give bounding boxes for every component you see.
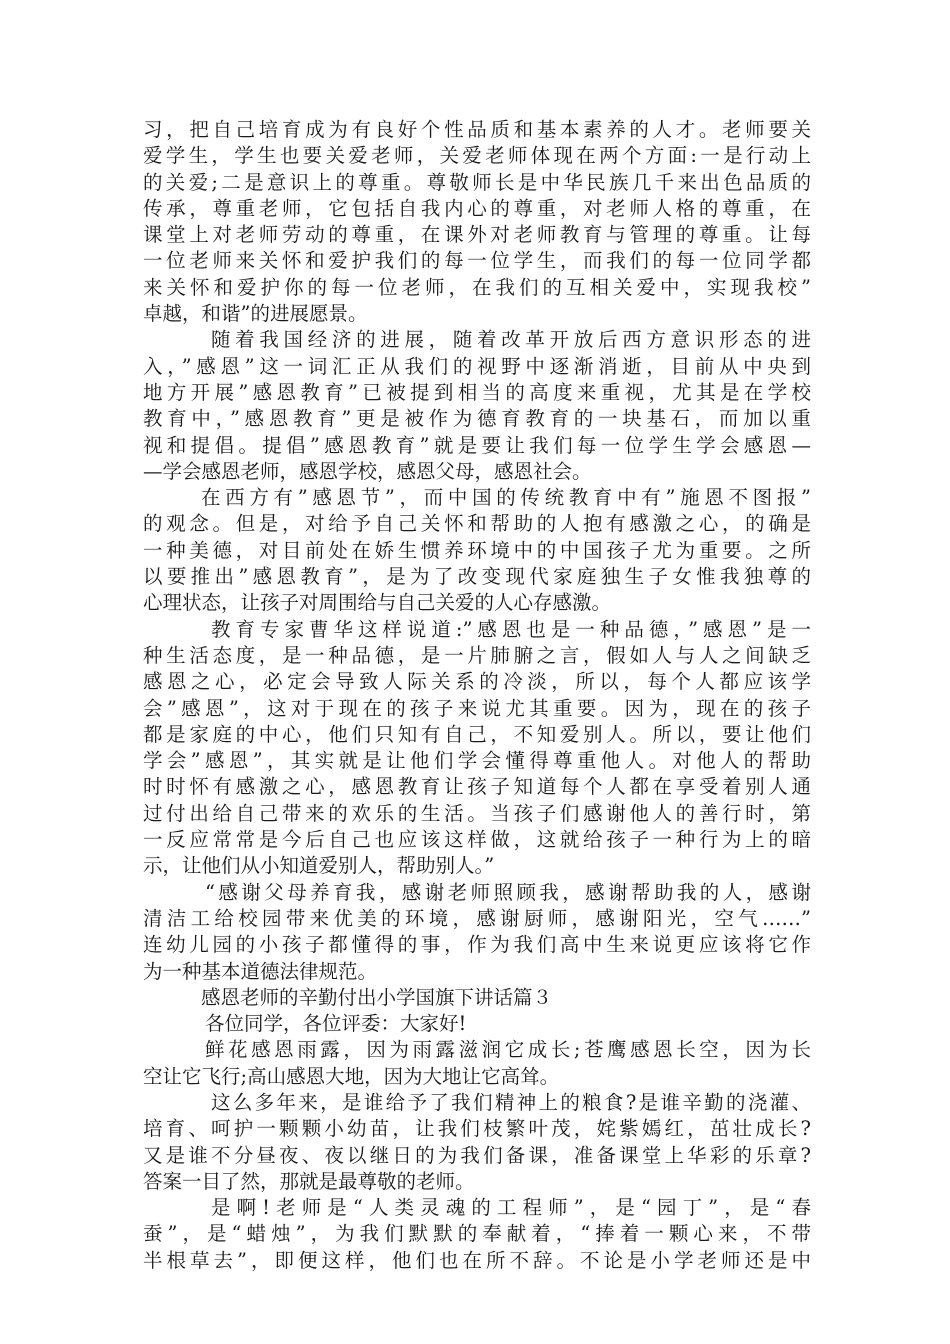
text-line: 感恩之心，必定会导致人际关系的冷淡，所以，每个人都应该学 xyxy=(143,670,811,694)
text-line: 视和提倡。提倡”感恩教育”就是要让我们每一位学生学会感恩— xyxy=(143,433,811,457)
text-line: 习，把自己培育成为有良好个性品质和基本素养的人才。老师要关 xyxy=(143,118,811,141)
text-line: 时时怀有感激之心，感恩教育让孩子知道每个人都在享受着别人通 xyxy=(143,775,811,799)
text-line: 卓越，和谐”的进展愿景。 xyxy=(143,302,368,326)
text-line: 是啊!老师是“人类灵魂的工程师”，是“园丁”，是“春 xyxy=(211,1196,811,1220)
text-line: 课堂上对老师劳动的尊重，在课外对老师教育与管理的尊重。让每 xyxy=(143,223,811,247)
text-line: 地方开展”感恩教育”已被提到相当的高度来重视，尤其是在学校 xyxy=(143,380,811,404)
text-line: 入，”感恩”这一词汇正从我们的视野中逐渐消逝，目前从中央到 xyxy=(143,354,811,378)
text-line: 随着我国经济的进展，随着改革开放后西方意识形态的进 xyxy=(211,328,811,352)
text-line: 一反应常常是今后自己也应该这样做，这就给孩子一种行为上的暗 xyxy=(143,828,811,852)
text-line: 答案一目了然，那就是最尊敬的老师。 xyxy=(143,1169,475,1193)
text-line: 学会”感恩”，其实就是让他们学会懂得尊重他人。对他人的帮助 xyxy=(143,749,811,773)
text-line: 半根草去”，即便这样，他们也在所不辞。不论是小学老师还是中 xyxy=(143,1248,811,1272)
text-line: 蚕”，是“蜡烛”，为我们默默的奉献着，“捧着一颗心来，不带 xyxy=(143,1222,811,1246)
text-line: 一位老师来关怀和爱护我们的每一位学生，而我们的每一位同学都 xyxy=(143,249,811,273)
text-line: 来关怀和爱护你的每一位老师，在我们的互相关爱中，实现我校” xyxy=(143,275,811,299)
text-line: 为一种基本道德法律规范。 xyxy=(143,959,378,983)
text-line: 一种美德，对目前处在娇生惯养环境中的中国孩子尤为重要。之所 xyxy=(143,538,811,562)
text-line: 传承，尊重老师，它包括自我内心的尊重，对老师人格的尊重，在 xyxy=(143,196,811,220)
text-line: 培育、呵护一颗颗小幼苗，让我们枝繁叶茂，姹紫嫣红，茁壮成长? xyxy=(143,1117,811,1141)
text-line: 这么多年来，是谁给予了我们精神上的粮食?是谁辛勤的浇灌、 xyxy=(211,1090,811,1114)
text-line: 在西方有”感恩节”，而中国的传统教育中有”施恩不图报” xyxy=(201,486,811,510)
text-line: 教育中，”感恩教育”更是被作为德育教育的一块基石，而加以重 xyxy=(143,407,811,431)
text-line: 鲜花感恩雨露，因为雨露滋润它成长;苍鹰感恩长空，因为长 xyxy=(205,1038,811,1062)
document-body xyxy=(143,117,811,1274)
text-line: 会”感恩”，这对于现在的孩子来说尤其重要。因为，现在的孩子 xyxy=(143,696,811,720)
text-line: 教育专家曹华这样说道:”感恩也是一种品德，”感恩”是一 xyxy=(211,617,811,641)
text-line: 示，让他们从小知道爱别人，帮助别人。” xyxy=(143,854,495,878)
text-line: 爱学生，学生也要关爱老师，关爱老师体现在两个方面:一是行动上 xyxy=(143,144,811,168)
text-line: “感谢父母养育我，感谢老师照顾我，感谢帮助我的人，感谢 xyxy=(205,880,811,904)
text-line: 连幼儿园的小孩子都懂得的事，作为我们高中生来说更应该将它作 xyxy=(143,933,811,957)
text-line: 的观念。但是，对给予自己关怀和帮助的人抱有感激之心，的确是 xyxy=(143,512,811,536)
text-line: 清洁工给校园带来优美的环境，感谢厨师，感谢阳光，空气……” xyxy=(143,906,811,930)
text-line: —学会感恩老师，感恩学校，感恩父母，感恩社会。 xyxy=(143,459,592,483)
text-line: 又是谁不分昼夜、夜以继日的为我们备课，准备课堂上华彩的乐章? xyxy=(143,1143,811,1167)
text-line: 感恩老师的辛勤付出小学国旗下讲话篇３ xyxy=(201,985,553,1009)
text-line: 种生活态度，是一种品德，是一片肺腑之言，假如人与人之间缺乏 xyxy=(143,643,811,667)
text-line: 各位同学，各位评委：大家好! xyxy=(205,1012,467,1036)
text-line: 以要推出”感恩教育”，是为了改变现代家庭独生子女惟我独尊的 xyxy=(143,565,811,589)
text-line: 空让它飞行;高山感恩大地，因为大地让它高耸。 xyxy=(143,1064,560,1088)
text-line: 心理状态，让孩子对周围给与自己关爱的人心存感激。 xyxy=(143,591,612,615)
text-line: 都是家庭的中心，他们只知有自己，不知爱别人。所以，要让他们 xyxy=(143,722,811,746)
text-line: 过付出给自己带来的欢乐的生活。当孩子们感谢他人的善行时，第 xyxy=(143,801,811,825)
text-line: 的关爱;二是意识上的尊重。尊敬师长是中华民族几千来出色品质的 xyxy=(143,170,811,194)
